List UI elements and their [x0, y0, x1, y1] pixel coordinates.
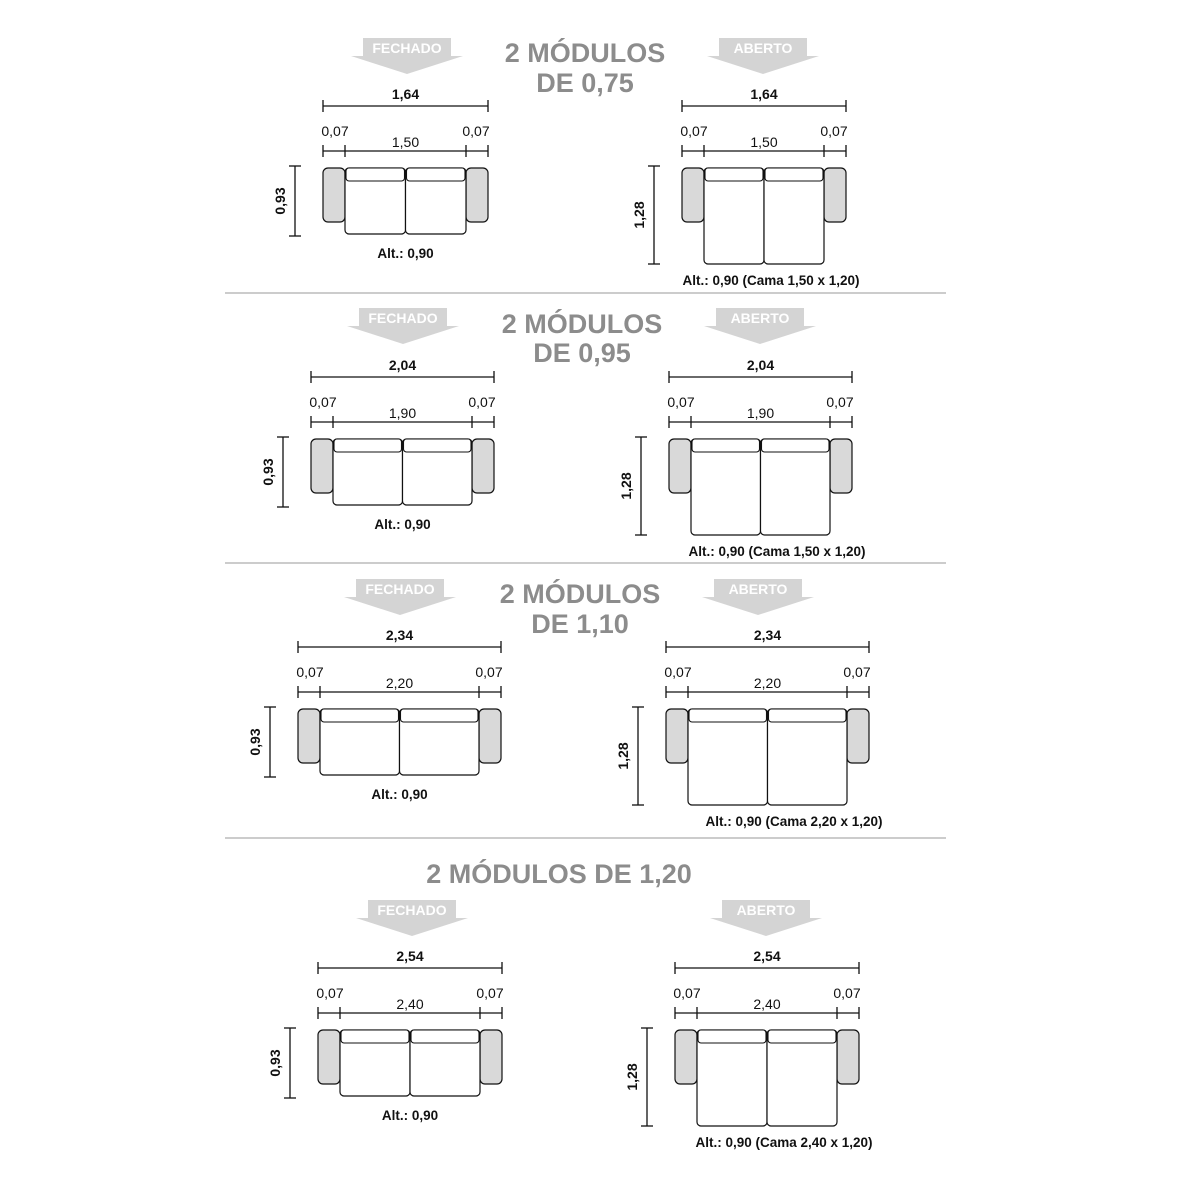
seat-module-left	[691, 439, 761, 535]
closed-arrow	[351, 38, 463, 74]
depth-label: 1,28	[615, 742, 631, 770]
right-armrest	[479, 709, 501, 763]
open-arrow	[704, 308, 816, 344]
closed-sofa-plan	[260, 357, 496, 532]
right-armrest	[824, 168, 846, 222]
seat-width-label: 1,90	[388, 405, 417, 421]
left-armrest	[311, 439, 333, 493]
arrow-label: FECHADO	[368, 310, 438, 326]
open-sofa-plan	[615, 627, 883, 829]
seat-width-label: 2,20	[385, 675, 414, 691]
backrest-left	[341, 1030, 409, 1043]
height-note: Alt.: 0,90 (Cama 1,50 x 1,20)	[682, 273, 860, 288]
arm-right-label: 0,07	[462, 123, 490, 139]
arm-right-label: 0,07	[826, 394, 854, 410]
backrest-left	[334, 439, 402, 452]
section-title-line: 2 MÓDULOS	[499, 579, 661, 609]
seat-module-left	[688, 709, 768, 805]
backrest-right	[404, 439, 472, 452]
arrow-label: ABERTO	[730, 310, 790, 326]
left-armrest	[675, 1030, 697, 1084]
backrest-left	[705, 168, 763, 181]
section-3	[225, 578, 946, 838]
section-4	[267, 858, 873, 1150]
arrow-label: FECHADO	[377, 902, 447, 918]
backrest-left	[689, 709, 767, 722]
height-note: Alt.: 0,90	[377, 246, 434, 261]
arrow-label: ABERTO	[736, 902, 796, 918]
backrest-right	[768, 1030, 836, 1043]
open-arrow	[702, 579, 814, 615]
section-title-line: DE 0,95	[533, 338, 631, 368]
arm-left-label: 0,07	[309, 394, 337, 410]
left-armrest	[666, 709, 688, 763]
height-note: Alt.: 0,90	[381, 1108, 439, 1123]
seat-width-label: 2,20	[753, 675, 782, 691]
seat-width-label: 1,50	[750, 134, 778, 150]
closed-arrow	[344, 579, 456, 615]
backrest-left	[346, 168, 405, 181]
seat-module-right	[768, 709, 848, 805]
height-note: Alt.: 0,90	[371, 787, 428, 802]
seat-module-right	[764, 168, 824, 264]
backrest-right	[407, 168, 466, 181]
left-armrest	[682, 168, 704, 222]
arm-left-label: 0,07	[664, 664, 692, 680]
section-title-line: 2 MÓDULOS DE 1,20	[426, 859, 692, 889]
total-width-label: 2,54	[753, 948, 781, 964]
seat-width-label: 1,50	[391, 134, 420, 150]
arm-right-label: 0,07	[820, 123, 848, 139]
backrest-right	[411, 1030, 479, 1043]
left-armrest	[318, 1030, 340, 1084]
depth-label: 0,93	[247, 728, 263, 756]
backrest-right	[765, 168, 823, 181]
depth-label: 1,28	[618, 472, 634, 500]
total-width-label: 2,54	[396, 948, 424, 964]
seat-width-label: 2,40	[753, 996, 781, 1012]
arm-left-label: 0,07	[316, 985, 344, 1001]
total-width-label: 2,34	[753, 627, 782, 643]
section-1	[225, 37, 946, 293]
height-note: Alt.: 0,90 (Cama 1,50 x 1,20)	[688, 544, 866, 559]
arm-right-label: 0,07	[833, 985, 861, 1001]
total-width-label: 2,04	[746, 357, 775, 373]
closed-sofa-plan	[272, 86, 490, 261]
right-armrest	[847, 709, 869, 763]
section-title-line: 2 MÓDULOS	[501, 309, 663, 339]
arrow-label: FECHADO	[365, 581, 435, 597]
right-armrest	[830, 439, 852, 493]
depth-label: 1,28	[631, 201, 647, 229]
closed-arrow	[356, 900, 468, 936]
closed-sofa-plan	[267, 948, 504, 1123]
open-arrow	[710, 900, 822, 936]
arm-left-label: 0,07	[667, 394, 695, 410]
arm-left-label: 0,07	[673, 985, 701, 1001]
backrest-left	[692, 439, 760, 452]
height-note: Alt.: 0,90 (Cama 2,20 x 1,20)	[705, 814, 883, 829]
seat-module-left	[704, 168, 764, 264]
arm-left-label: 0,07	[680, 123, 708, 139]
arm-right-label: 0,07	[468, 394, 496, 410]
height-note: Alt.: 0,90	[374, 517, 431, 532]
seat-module-right	[767, 1030, 837, 1126]
seat-module-right	[761, 439, 831, 535]
depth-label: 0,93	[260, 458, 276, 486]
open-sofa-plan	[618, 357, 866, 559]
open-arrow	[707, 38, 819, 74]
left-armrest	[323, 168, 345, 222]
total-width-label: 2,04	[388, 357, 417, 373]
arm-right-label: 0,07	[843, 664, 871, 680]
section-title-line: 2 MÓDULOS	[504, 38, 666, 68]
right-armrest	[837, 1030, 859, 1084]
arm-right-label: 0,07	[475, 664, 503, 680]
backrest-left	[321, 709, 399, 722]
seat-width-label: 2,40	[396, 996, 424, 1012]
closed-sofa-plan	[247, 627, 503, 802]
open-sofa-plan	[624, 948, 873, 1150]
right-armrest	[466, 168, 488, 222]
left-armrest	[669, 439, 691, 493]
height-note: Alt.: 0,90 (Cama 2,40 x 1,20)	[695, 1135, 873, 1150]
backrest-right	[769, 709, 847, 722]
section-title-line: DE 0,75	[536, 68, 634, 98]
depth-label: 1,28	[624, 1063, 640, 1091]
left-armrest	[298, 709, 320, 763]
section-2	[225, 308, 946, 563]
total-width-label: 1,64	[750, 86, 778, 102]
total-width-label: 1,64	[391, 86, 420, 102]
seat-width-label: 1,90	[746, 405, 775, 421]
seat-module-left	[697, 1030, 767, 1126]
right-armrest	[472, 439, 494, 493]
backrest-right	[401, 709, 479, 722]
right-armrest	[480, 1030, 502, 1084]
arm-right-label: 0,07	[476, 985, 504, 1001]
backrest-right	[762, 439, 830, 452]
open-sofa-plan	[631, 86, 860, 288]
arm-left-label: 0,07	[296, 664, 324, 680]
backrest-left	[698, 1030, 766, 1043]
depth-label: 0,93	[272, 187, 288, 215]
section-title-line: DE 1,10	[531, 609, 629, 639]
total-width-label: 2,34	[385, 627, 414, 643]
depth-label: 0,93	[267, 1049, 283, 1077]
arrow-label: ABERTO	[728, 581, 788, 597]
arrow-label: ABERTO	[733, 40, 793, 56]
arrow-label: FECHADO	[372, 40, 442, 56]
arm-left-label: 0,07	[321, 123, 349, 139]
closed-arrow	[347, 308, 459, 344]
